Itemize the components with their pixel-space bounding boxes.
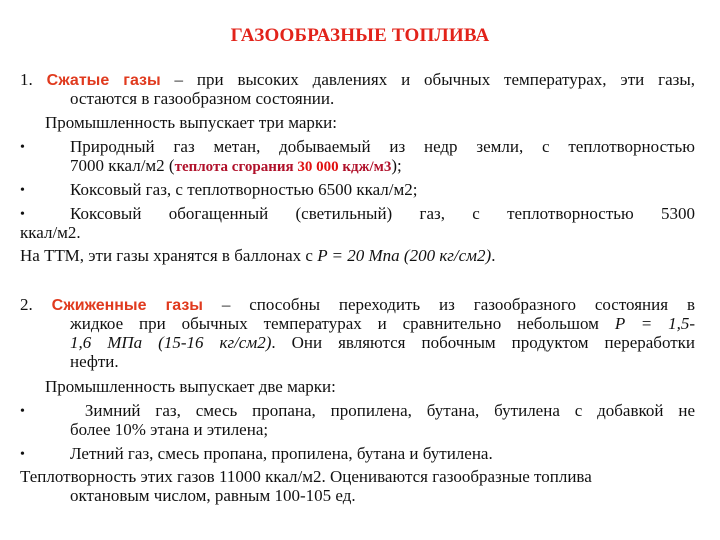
section1-line1 [20, 70, 695, 90]
section2-line4: нефти. [70, 352, 119, 371]
bullet-icon: • [20, 404, 25, 419]
section1-item2: Коксовый газ, с теплотворностью 6500 ккал/м2; [70, 180, 418, 199]
section1-item3-line2: ккал/м2. [20, 223, 81, 242]
bullet-icon: • [20, 207, 25, 222]
section2-heading: Сжиженные газы [51, 297, 203, 314]
section2-intro: Промышленность выпускает две марки: [45, 377, 336, 396]
section2-line2 [70, 314, 695, 333]
page-title: ГАЗООБРАЗНЫЕ ТОПЛИВА [230, 25, 490, 46]
section1-heading: Сжатые газы [46, 72, 161, 89]
bullet-icon: • [20, 447, 25, 462]
section1-line2: остаются в газообразном состоянии. [70, 89, 335, 108]
section2-item2: Летний газ, смесь пропана, пропилена, бутана и бутилена. [70, 444, 493, 463]
section2-line3 [70, 333, 695, 352]
section2-pressure-start: P = 1,5- [614, 314, 695, 333]
section2-item1-line2: более 10% этана и этилена; [70, 420, 269, 439]
section1-line1-text: – при высоких давлениях и обычных температурах, эти газы, [160, 70, 696, 89]
section2-number: 2. [20, 295, 33, 314]
section2-line1 [20, 295, 695, 315]
section2-pressure-end: 1,6 МПа (15-16 кг/см2) [70, 333, 272, 352]
section2-summary-line2: октановым числом, равным 100-105 ед. [70, 486, 356, 505]
section1-intro: Промышленность выпускает три марки: [45, 113, 337, 132]
section2-line2-text: жидкое при обычных температурах и сравнительно небольшом [70, 314, 615, 333]
storage-text: На ТТМ, эти газы хранятся в баллонах с [20, 246, 318, 265]
heat-note-label: теплота сгорания [174, 159, 298, 175]
item1-prefix: 7000 ккал/м2 ( [70, 156, 175, 175]
section1-item1-line1: Природный газ метан, добываемый из недр земли, с теплотворностью [70, 137, 695, 156]
heat-note-unit: кдж/м3 [338, 159, 392, 175]
section2-summary-line1: Теплотворность этих газов 11000 ккал/м2. Оцениваются газообразные топлива [20, 467, 592, 486]
section1-item1-line2 [70, 156, 402, 177]
bullet-icon: • [20, 140, 25, 155]
section1-storage [20, 246, 495, 265]
heat-note-value: 30 000 [297, 159, 339, 175]
section1-item3-line1: Коксовый обогащенный (светильный) газ, с теплотворностью 5300 [70, 204, 695, 223]
section2-item1-line1: Зимний газ, смесь пропана, пропилена, бутана, бутилена с добавкой не [70, 401, 695, 420]
section1-number: 1. [20, 70, 33, 89]
bullet-icon: • [20, 183, 25, 198]
item1-suffix: ); [391, 156, 402, 175]
section2-line1-text: – способны переходить из газообразного состояния в [202, 295, 695, 314]
storage-suffix: . [491, 246, 496, 265]
storage-pressure: P = 20 Мпа (200 кг/см2) [317, 246, 492, 265]
section2-line3-text: . Они являются побочным продуктом переработки [271, 333, 696, 352]
